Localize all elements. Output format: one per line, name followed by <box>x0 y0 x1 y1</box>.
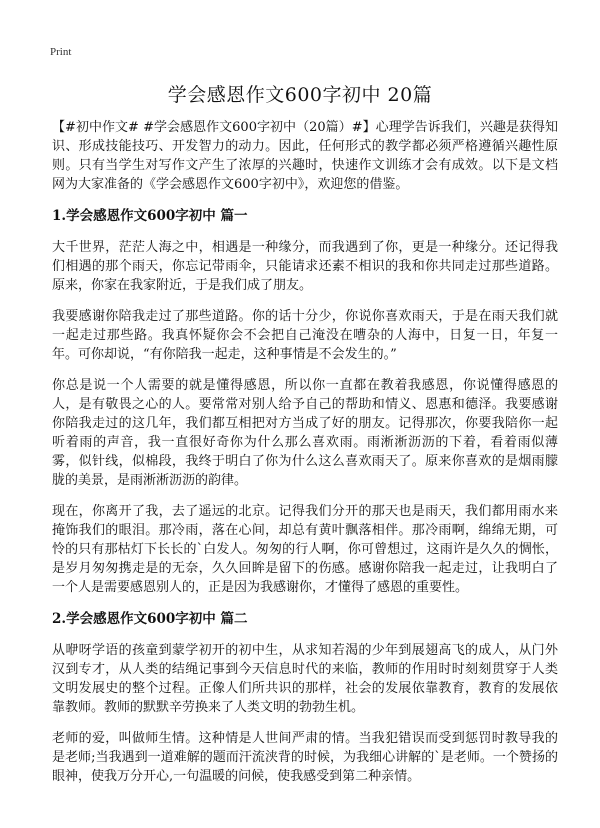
section-heading-2: 2.学会感恩作文600字初中 篇二 <box>52 611 248 627</box>
intro-paragraph: 【#初中作文# #学会感恩作文600字初中（20篇）#】心理学告诉我们，兴趣是获得知识、形成技能技巧、开发智力的动力。因此，任何形式的教学都必须严格遵循兴趣性原则。只有当学生对写作文产生了浓厚的兴趣时，快速作文训练才会有成效。以下是文档网为大家准备的《学会感恩作文600字初中》，欢迎您的借鉴。 <box>52 120 558 192</box>
article-body <box>52 118 558 798</box>
section-heading-1: 1.学会感恩作文600字初中 篇一 <box>52 208 248 224</box>
section-1-paragraph-2: 我要感谢你陪我走过了那些道路。你的话十分少，你说你喜欢雨天，于是在雨天我们就一起走过那些路。我真怀疑你会不会把自己淹没在嘈杂的人海中，日复一日，年复一年。可你却说，“有你陪我一起走，这种事情是不会发生的。” <box>52 309 558 362</box>
section-1-paragraph-1: 大千世界，茫茫人海之中，相遇是一种缘分，而我遇到了你，更是一种缘分。还记得我们相遇的那个雨天，你忘记带雨伞，只能请求还素不相识的我和你共同走过那些道路。原来，你家在我家附近，于是我们成了朋友。 <box>52 240 558 293</box>
print-link[interactable]: Print <box>50 46 72 58</box>
section-2-paragraph-1: 从咿呀学语的孩童到蒙学初开的初中生，从求知若渴的少年到展翅高飞的成人，从门外汉到专才，从人类的结绳记事到今天信息时代的来临，教师的作用时时刻刻贯穿于人类文明发展史的整个过程。正像人们所共识的那样，社会的发展依靠教育，教育的发展依靠教师。教师的默默辛劳换来了人类文明的勃勃生机。 <box>52 643 558 715</box>
section-1-paragraph-4: 现在，你离开了我，去了遥远的北京。记得我们分开的那天也是雨天，我们都用雨水来掩饰我们的眼泪。那冷雨，落在心间，却总有黄叶飘落相伴。那冷雨啊，绵绵无期，可怜的只有那枯灯下长长的`白发人。匆匆的行人啊，你可曾想过，这雨许是久久的惆怅，是岁月匆匆携走是的无奈，久久回眸是留下的伤感。感谢你陪我一起走过，让我明白了一个人是需要感恩别人的，正是因为我感谢你，才懂得了感恩的重要性。 <box>52 504 558 595</box>
page-title: 学会感恩作文600字初中 20篇 <box>167 84 433 106</box>
section-2-paragraph-2: 老师的爱，叫做师生情。这种情是人世间严肃的情。当我犯错误而受到惩罚时教导我的是老师;当我遇到一道难解的题而汗流浃背的时候，为我细心讲解的`是老师。一个赞扬的眼神，使我万分开心,一句温暖的问候，使我感受到第二种亲情。 <box>52 731 558 784</box>
section-1-paragraph-3: 你总是说一个人需要的就是懂得感恩，所以你一直都在教着我感恩，你说懂得感恩的人，是有敬畏之心的人。要常常对别人给予自己的帮助和情义、恩惠和德泽。我要感谢你陪我走过的这几年，我们都互相把对方当成了好的朋友。记得那次，你要我陪你一起听着雨的声音，我一直很好奇你为什么那么喜欢雨。雨淅淅沥沥的下着，看着雨似薄雾，似针线，似棉段，我终于明白了你为什么这么喜欢雨天了。原来你喜欢的是烟雨朦胧的美景，是雨淅淅沥沥的韵律。 <box>52 378 558 488</box>
